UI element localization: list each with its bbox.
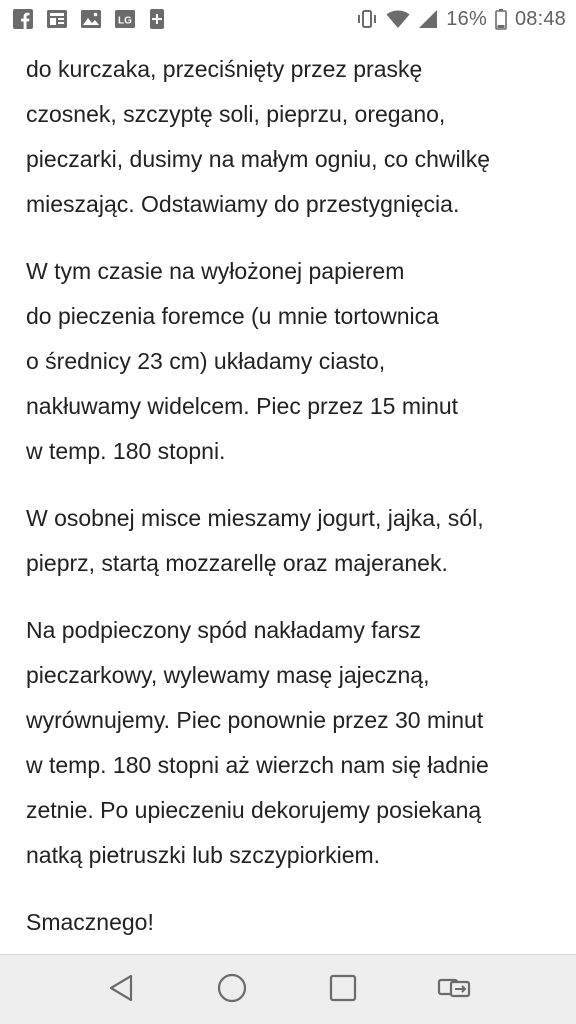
vibrate-icon xyxy=(356,8,378,30)
text-line: W osobnej misce mieszamy jogurt, jajka, sól, xyxy=(26,505,484,531)
signal-icon xyxy=(418,9,438,29)
home-icon xyxy=(216,972,248,1009)
back-button[interactable] xyxy=(104,972,140,1008)
paragraph xyxy=(26,38,556,227)
clock: 08:48 xyxy=(514,7,566,30)
text-line: wyrównujemy. Piec ponownie przez 30 minut xyxy=(26,707,484,733)
text-line: mieszając. Odstawiamy do przestygnięcia. xyxy=(26,191,460,217)
text-line: natką pietruszki lub szczypiorkiem. xyxy=(26,842,381,868)
news-icon xyxy=(46,8,68,30)
recipe-article xyxy=(26,38,556,954)
text-line: W tym czasie na wyłożonej papierem xyxy=(26,258,405,284)
text-line: w temp. 180 stopni. xyxy=(26,438,226,464)
paragraph xyxy=(26,608,556,878)
text-line: nakłuwamy widelcem. Piec przez 15 minut xyxy=(26,393,459,419)
text-line: do pieczenia foremce (u mnie tortownica xyxy=(26,303,439,329)
gallery-icon xyxy=(80,8,102,30)
wifi-icon xyxy=(386,9,410,29)
text-line: pieprz, startą mozzarellę oraz majeranek. xyxy=(26,550,448,576)
text-line: pieczarkowy, wylewamy masę jajeczną, xyxy=(26,662,430,688)
article-viewport[interactable] xyxy=(0,38,576,954)
back-icon xyxy=(107,973,137,1008)
recents-button[interactable] xyxy=(325,972,361,1008)
text-line: o średnicy 23 cm) układamy ciasto, xyxy=(26,348,386,374)
text-line: pieczarki, dusimy na małym ogniu, co chwilkę xyxy=(26,146,491,172)
battery-percent: 16% xyxy=(446,7,487,30)
home-button[interactable] xyxy=(214,972,250,1008)
text-line: Smacznego! xyxy=(26,909,154,935)
status-bar xyxy=(0,0,576,38)
notification-icons xyxy=(12,8,178,30)
text-line xyxy=(26,38,556,47)
paragraph xyxy=(26,496,556,586)
facebook-icon xyxy=(12,8,34,30)
recents-icon xyxy=(328,973,358,1008)
plus-icon xyxy=(148,8,166,30)
text-line: czosnek, szczyptę soli, pieprzu, oregano, xyxy=(26,101,446,127)
paragraph xyxy=(26,249,556,474)
text-line: w temp. 180 stopni aż wierzch nam się ładnie xyxy=(26,752,489,778)
text-line: do kurczaka, przeciśnięty przez praskę xyxy=(26,56,423,82)
system-status xyxy=(348,8,566,31)
lg-icon xyxy=(114,8,136,30)
dual-window-button[interactable] xyxy=(436,972,472,1008)
navigation-bar xyxy=(0,954,576,1024)
text-line: Na podpieczony spód nakładamy farsz xyxy=(26,617,422,643)
svg-text:LG: LG xyxy=(118,15,132,27)
dual-window-icon xyxy=(437,973,471,1008)
text-line: zetnie. Po upieczeniu dekorujemy posiekaną xyxy=(26,797,482,823)
battery-icon xyxy=(495,8,507,30)
paragraph xyxy=(26,900,556,945)
